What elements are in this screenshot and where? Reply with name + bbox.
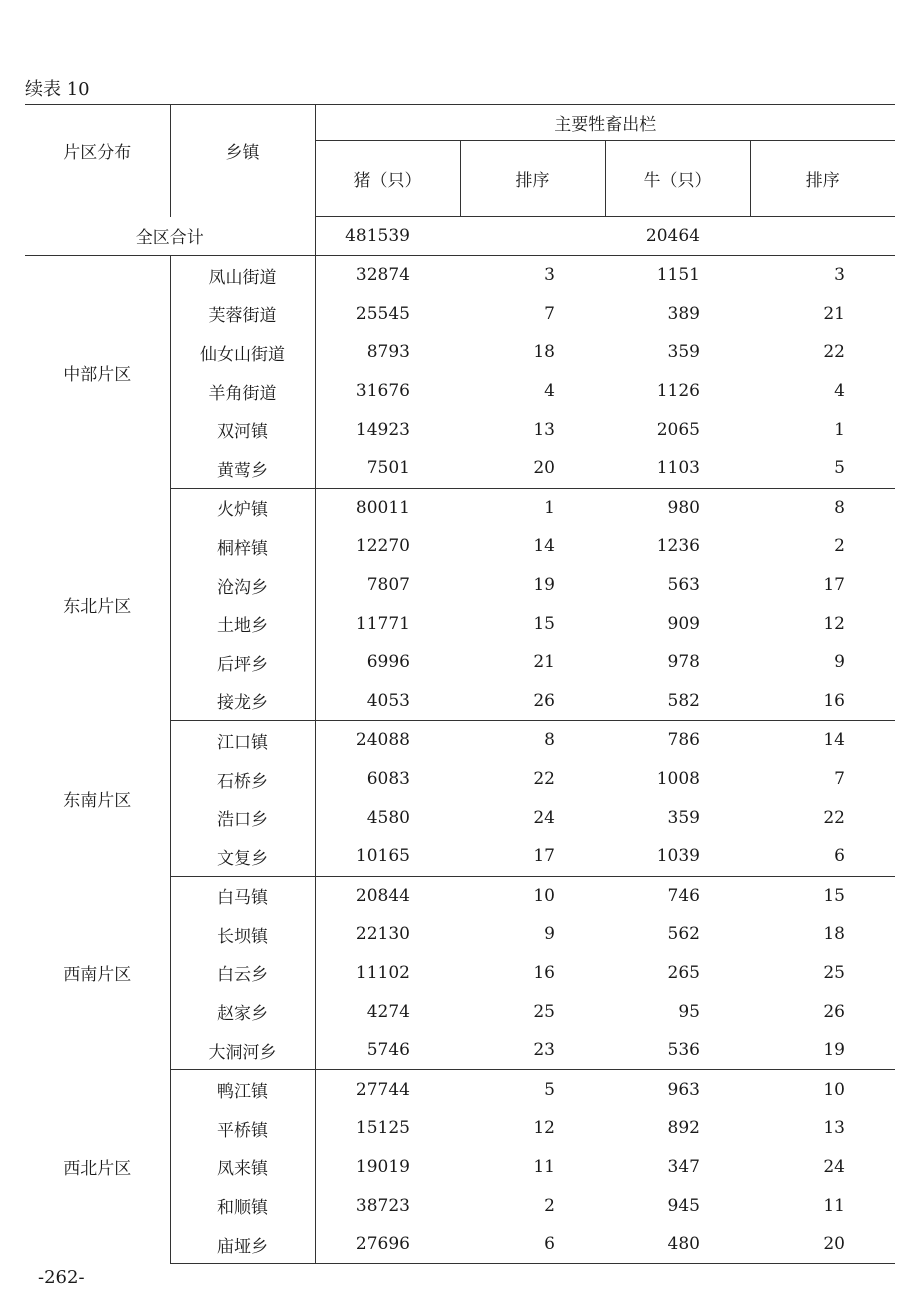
town-cell: 黄莺乡 [170,449,315,488]
cattle-cell: 1039 [605,837,750,876]
total-row [25,217,895,256]
town-cell: 大洞河乡 [170,1031,315,1070]
header-cattle-rank: 排序 [750,141,895,217]
cattle-cell: 1008 [656,769,700,790]
header-pig: 猪（只） [315,141,460,217]
cattle-rank-cell: 19 [750,1031,895,1070]
cattle-rank-cell: 14 [823,730,845,751]
town-cell: 长坝镇 [170,915,315,954]
pig-rank-cell: 24 [533,807,555,828]
cattle-rank-cell: 13 [823,1118,845,1139]
pig-cell: 80011 [355,497,410,518]
pig-cell: 6083 [366,769,410,790]
cattle-rank-cell: 26 [823,1001,845,1022]
pig-cell: 4274 [366,1001,410,1022]
cattle-cell: 347 [667,1156,700,1177]
region-cell: 西南片区 [25,876,170,1070]
header-pig-rank: 排序 [460,141,605,217]
table-row [25,721,895,760]
cattle-cell: 389 [667,303,700,324]
cattle-cell: 945 [667,1195,700,1216]
pig-rank-cell: 17 [460,837,605,876]
pig-cell: 11102 [355,962,410,983]
town-cell: 江口镇 [170,721,315,760]
table-caption: 续表 10 [25,79,90,100]
cattle-rank-cell: 1 [834,419,845,440]
cattle-rank-cell: 9 [834,652,845,673]
pig-cell: 6996 [366,652,410,673]
town-cell: 鸭江镇 [170,1070,315,1109]
pig-rank-cell: 21 [533,652,555,673]
pig-rank-cell: 22 [533,769,555,790]
page-number: -262- [38,1267,85,1288]
pig-rank-cell: 26 [460,682,605,721]
pig-rank-cell: 20 [460,449,605,488]
header-cattle: 牛（只） [605,141,750,217]
region-cell: 西北片区 [25,1070,170,1264]
cattle-rank-cell: 22 [823,342,845,363]
cattle-rank-cell: 3 [834,265,845,286]
cattle-cell: 1103 [605,449,750,488]
pig-cell: 27696 [315,1225,460,1264]
cattle-cell: 536 [605,1031,750,1070]
pig-rank-cell: 12 [533,1118,555,1139]
cattle-cell: 1151 [656,265,700,286]
cattle-rank-cell: 17 [823,575,845,596]
cattle-rank-cell: 18 [823,924,845,945]
pig-cell: 5746 [315,1031,460,1070]
pig-rank-cell: 10 [533,885,555,906]
pig-rank-cell: 1 [544,497,555,518]
pig-rank-cell: 19 [533,575,555,596]
town-cell: 浩口乡 [170,798,315,837]
cattle-rank-cell: 5 [750,449,895,488]
pig-cell: 38723 [355,1195,410,1216]
pig-rank-cell: 23 [460,1031,605,1070]
cattle-rank-cell: 21 [823,303,845,324]
total-label: 全区合计 [25,217,315,256]
pig-rank-cell: 15 [533,613,555,634]
pig-rank-cell: 5 [544,1079,555,1100]
cattle-rank-cell: 15 [823,885,845,906]
header-town: 乡镇 [170,105,315,217]
pig-cell: 27744 [355,1079,410,1100]
pig-rank-cell: 9 [544,924,555,945]
pig-rank-cell: 11 [533,1156,555,1177]
pig-rank-cell: 6 [460,1225,605,1264]
cattle-cell: 265 [667,962,700,983]
pig-rank-cell: 4 [544,381,555,402]
cattle-rank-cell: 4 [834,381,845,402]
cattle-rank-cell: 20 [750,1225,895,1264]
pig-cell: 20844 [355,885,410,906]
pig-rank-cell: 25 [533,1001,555,1022]
town-cell: 文复乡 [170,837,315,876]
pig-rank-cell: 13 [533,419,555,440]
town-cell: 火炉镇 [170,488,315,527]
town-cell: 庙垭乡 [170,1225,315,1264]
cattle-rank-cell: 11 [823,1195,845,1216]
town-cell: 石桥乡 [170,760,315,799]
region-cell: 东北片区 [25,488,170,721]
table-row [25,1070,895,1109]
pig-cell: 22130 [355,924,410,945]
town-cell: 和顺镇 [170,1186,315,1225]
cattle-cell: 1236 [656,536,700,557]
pig-rank-cell: 7 [544,303,555,324]
cattle-cell: 1126 [656,381,700,402]
pig-cell: 10165 [315,837,460,876]
cattle-rank-cell: 12 [823,613,845,634]
table-row [25,876,895,915]
town-cell: 双河镇 [170,410,315,449]
header-region: 片区分布 [25,105,170,217]
total-pig: 481539 [315,217,460,256]
town-cell: 仙女山街道 [170,333,315,372]
pig-cell: 8793 [366,342,410,363]
cattle-cell: 480 [605,1225,750,1264]
pig-cell: 24088 [355,730,410,751]
cattle-cell: 892 [667,1118,700,1139]
pig-cell: 11771 [355,613,410,634]
cattle-cell: 2065 [656,419,700,440]
cattle-cell: 786 [667,730,700,751]
cattle-rank-cell: 22 [823,807,845,828]
town-cell: 后坪乡 [170,643,315,682]
table-row [25,488,895,527]
cattle-cell: 359 [667,342,700,363]
cattle-cell: 909 [667,613,700,634]
cattle-rank-cell: 16 [750,682,895,721]
cattle-cell: 562 [667,924,700,945]
town-cell: 赵家乡 [170,992,315,1031]
cattle-rank-cell: 6 [750,837,895,876]
cattle-rank-cell: 10 [823,1079,845,1100]
cattle-cell: 359 [667,807,700,828]
pig-rank-cell: 14 [533,536,555,557]
pig-rank-cell: 8 [544,730,555,751]
town-cell: 羊角街道 [170,372,315,411]
pig-cell: 14923 [355,419,410,440]
pig-cell: 4580 [366,807,410,828]
pig-cell: 7807 [366,575,410,596]
town-cell: 沧沟乡 [170,566,315,605]
cattle-rank-cell: 24 [823,1156,845,1177]
town-cell: 凤来镇 [170,1148,315,1187]
cattle-rank-cell: 8 [834,497,845,518]
town-cell: 接龙乡 [170,682,315,721]
livestock-table [25,104,895,1264]
pig-cell: 7501 [315,449,460,488]
region-cell: 中部片区 [25,256,170,489]
pig-rank-cell: 2 [544,1195,555,1216]
pig-cell: 15125 [355,1118,410,1139]
pig-rank-cell: 3 [544,265,555,286]
header-livestock-group: 主要牲畜出栏 [315,105,895,141]
town-cell: 凤山街道 [170,256,315,295]
cattle-cell: 95 [678,1001,700,1022]
cattle-rank-cell: 7 [834,769,845,790]
cattle-cell: 980 [667,497,700,518]
town-cell: 芙蓉街道 [170,295,315,334]
total-pig-rank [460,217,605,256]
total-cattle: 20464 [605,217,750,256]
pig-rank-cell: 18 [533,342,555,363]
total-cattle-rank [750,217,895,256]
pig-cell: 4053 [315,682,460,721]
pig-cell: 19019 [355,1156,410,1177]
cattle-cell: 746 [667,885,700,906]
town-cell: 白马镇 [170,876,315,915]
town-cell: 平桥镇 [170,1109,315,1148]
cattle-cell: 978 [667,652,700,673]
table-row [25,256,895,295]
pig-cell: 32874 [355,265,410,286]
cattle-cell: 582 [605,682,750,721]
town-cell: 桐梓镇 [170,527,315,566]
cattle-rank-cell: 25 [823,962,845,983]
region-cell: 东南片区 [25,721,170,876]
cattle-rank-cell: 2 [834,536,845,557]
town-cell: 土地乡 [170,604,315,643]
pig-cell: 12270 [355,536,410,557]
cattle-cell: 963 [667,1079,700,1100]
pig-cell: 31676 [355,381,410,402]
town-cell: 白云乡 [170,954,315,993]
pig-cell: 25545 [355,303,410,324]
pig-rank-cell: 16 [533,962,555,983]
cattle-cell: 563 [667,575,700,596]
